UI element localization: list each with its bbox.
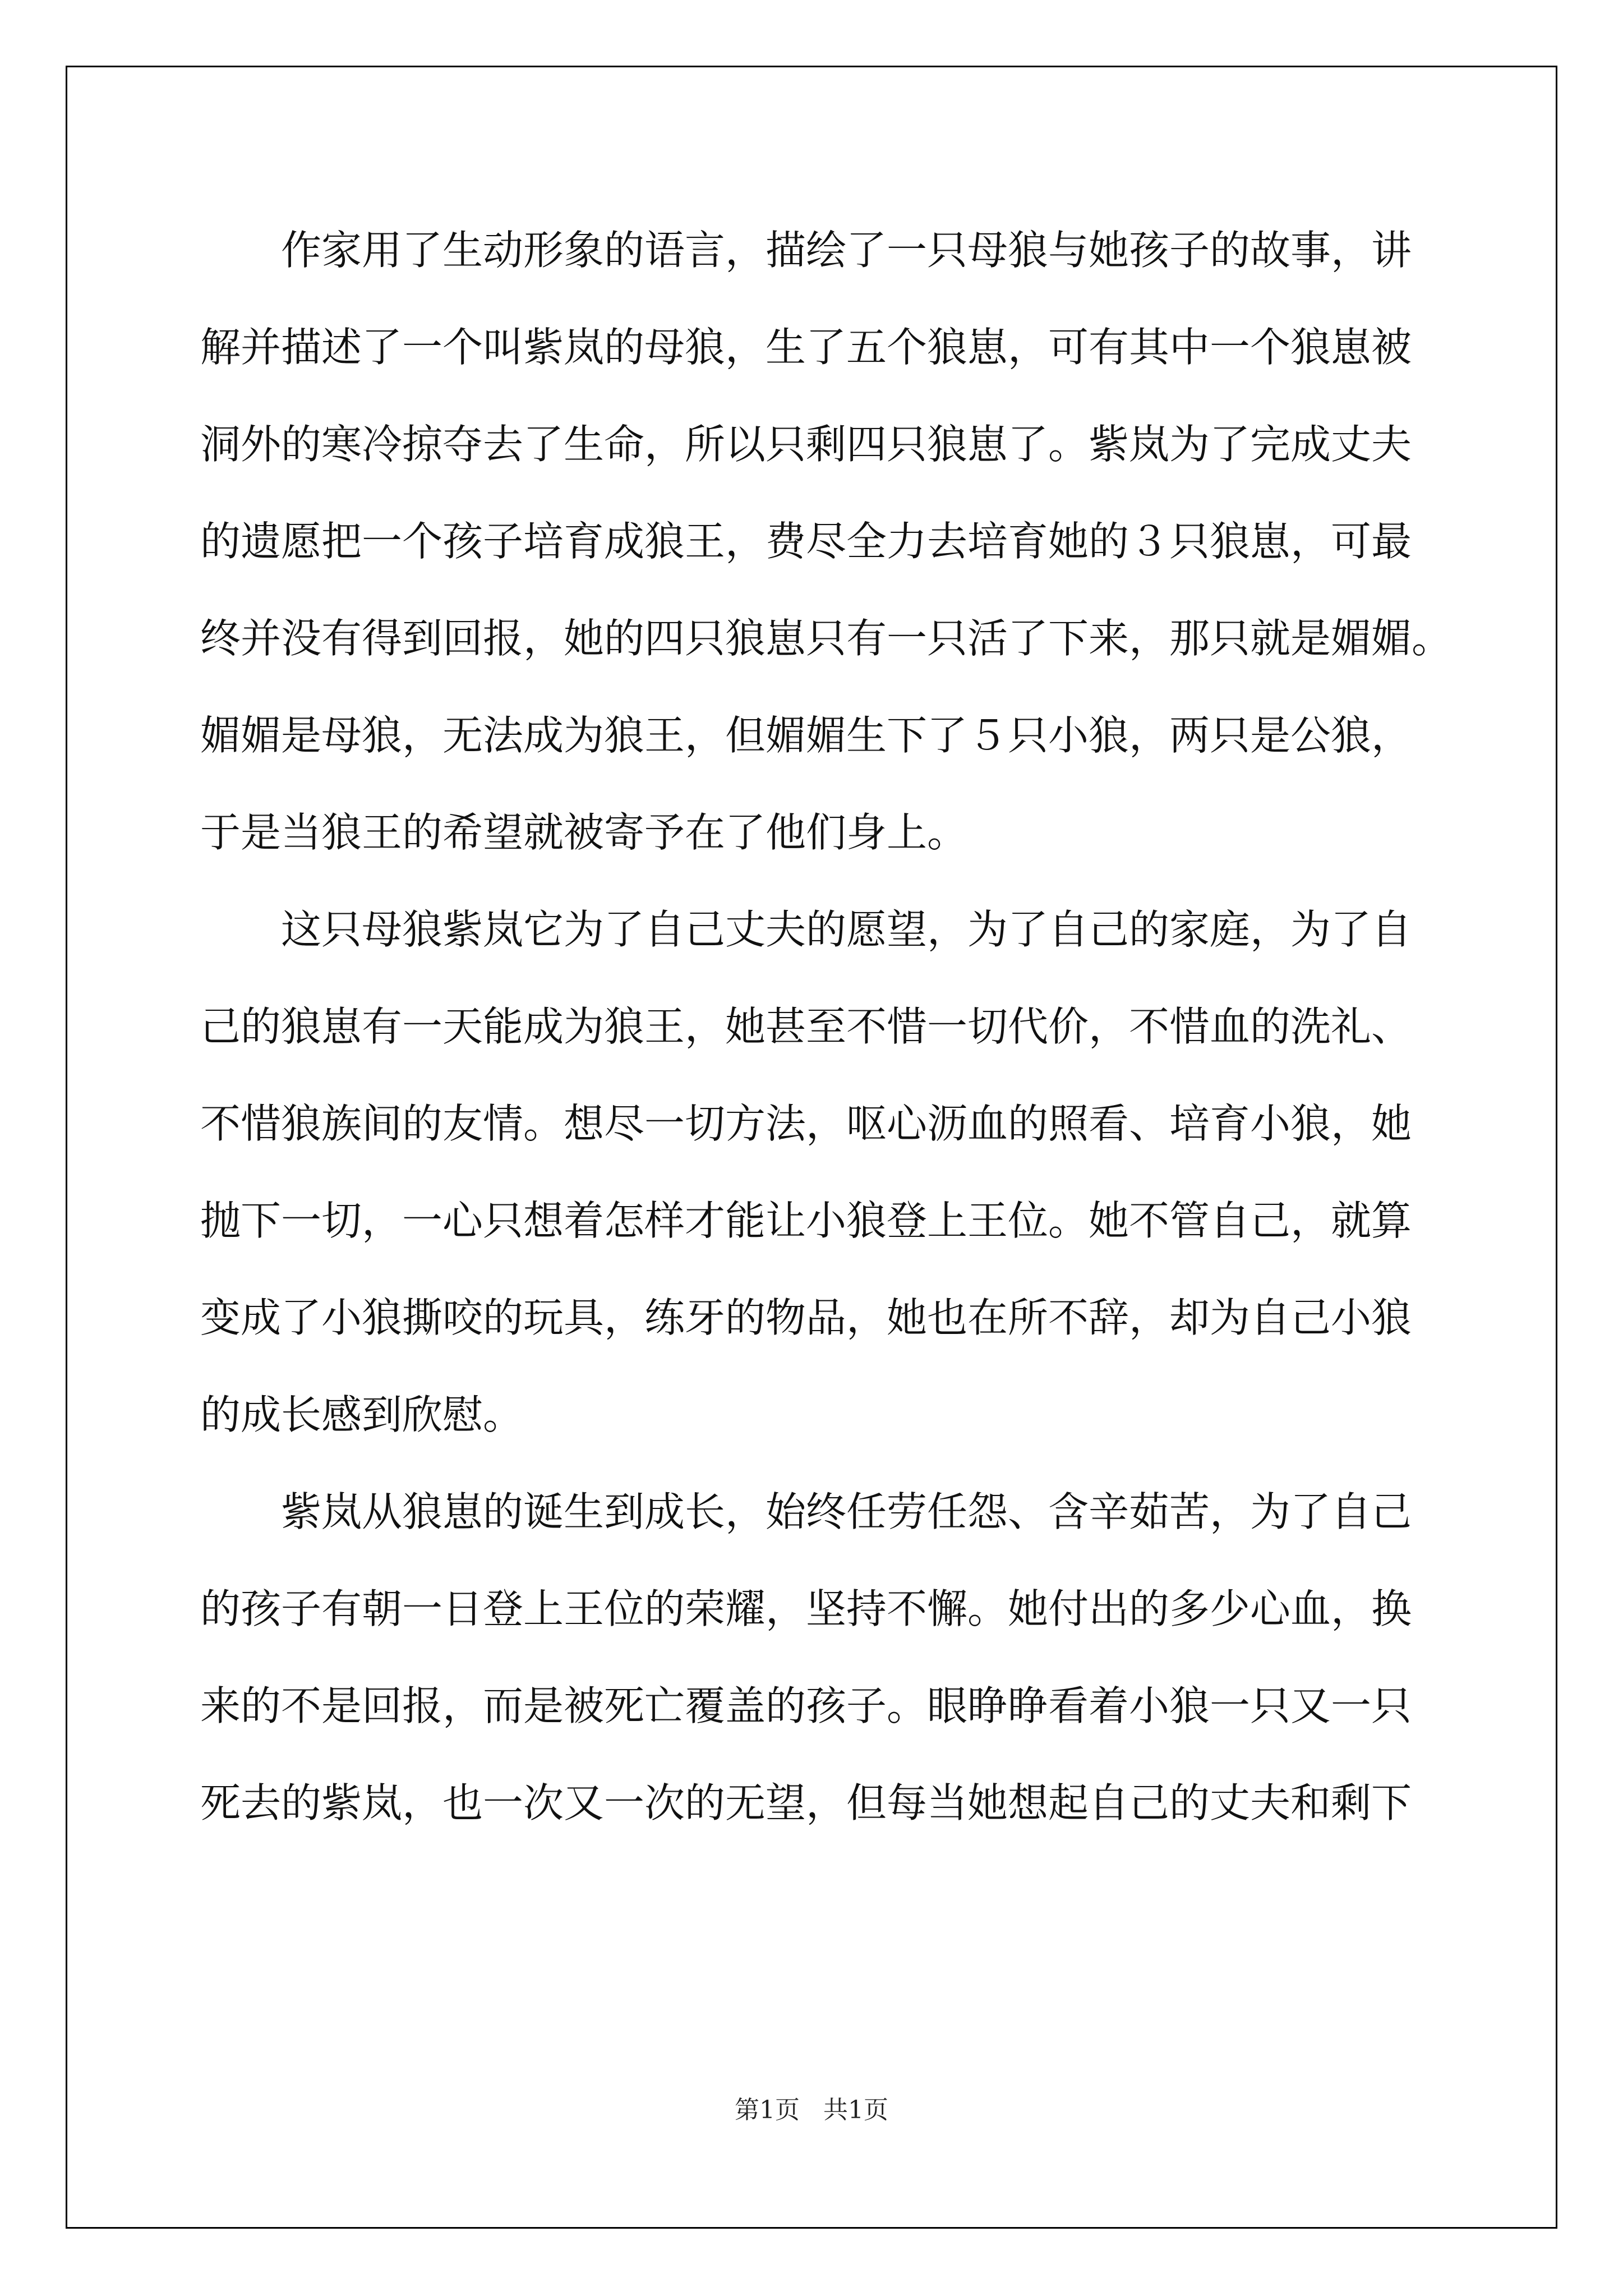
document-body xyxy=(200,202,1453,1852)
paragraph-1-line-5: 终并没有得到回报，她的四只狼崽只有一只活了下来，那只就是媚媚。 xyxy=(200,615,1453,662)
paragraph-2-line-4: 抛下一切，一心只想着怎样才能让小狼登上王位。她不管自己，就算 xyxy=(200,1197,1412,1244)
paragraph-2-line-5: 变成了小狼撕咬的玩具，练牙的物品，她也在所不辞，却为自己小狼 xyxy=(200,1294,1412,1341)
page-number-footer: 第1页 共1页 xyxy=(735,2096,888,2124)
paragraph-3-line-2: 的孩子有朝一日登上王位的荣耀，坚持不懈。她付出的多少心血，换 xyxy=(200,1585,1412,1632)
paragraph-2-line-2: 己的狼崽有一天能成为狼王，她甚至不惜一切代价，不惜血的洗礼、 xyxy=(200,1003,1412,1050)
paragraph-2-line-6: 的成长感到欣慰。 xyxy=(200,1391,524,1438)
paragraph-2-line-3: 不惜狼族间的友情。想尽一切方法，呕心沥血的照看、培育小狼，她 xyxy=(200,1100,1412,1147)
paragraph-1-line-7: 于是当狼王的希望就被寄予在了他们身上。 xyxy=(200,809,968,856)
paragraph-1-line-6: 媚媚是母狼，无法成为狼王，但媚媚生下了５只小狼，两只是公狼， xyxy=(200,712,1412,759)
paragraph-1-line-1: 作家用了生动形象的语言，描绘了一只母狼与她孩子的故事，讲 xyxy=(281,227,1412,274)
paragraph-1-line-2: 解并描述了一个叫紫岚的母狼，生了五个狼崽，可有其中一个狼崽被 xyxy=(200,324,1412,371)
paragraph-1-line-3: 洞外的寒冷掠夺去了生命，所以只剩四只狼崽了。紫岚为了完成丈夫 xyxy=(200,421,1412,468)
paragraph-3-line-1: 紫岚从狼崽的诞生到成长，始终任劳任怨、含辛茹苦，为了自己 xyxy=(281,1488,1412,1535)
paragraph-3-line-3: 来的不是回报，而是被死亡覆盖的孩子。眼睁睁看着小狼一只又一只 xyxy=(200,1682,1412,1729)
paragraph-3-line-4: 死去的紫岚，也一次又一次的无望，但每当她想起自己的丈夫和剩下 xyxy=(200,1779,1412,1826)
paragraph-2-line-1: 这只母狼紫岚它为了自己丈夫的愿望，为了自己的家庭，为了自 xyxy=(281,906,1412,953)
paragraph-1-line-4: 的遗愿把一个孩子培育成狼王，费尽全力去培育她的３只狼崽，可最 xyxy=(200,518,1412,565)
